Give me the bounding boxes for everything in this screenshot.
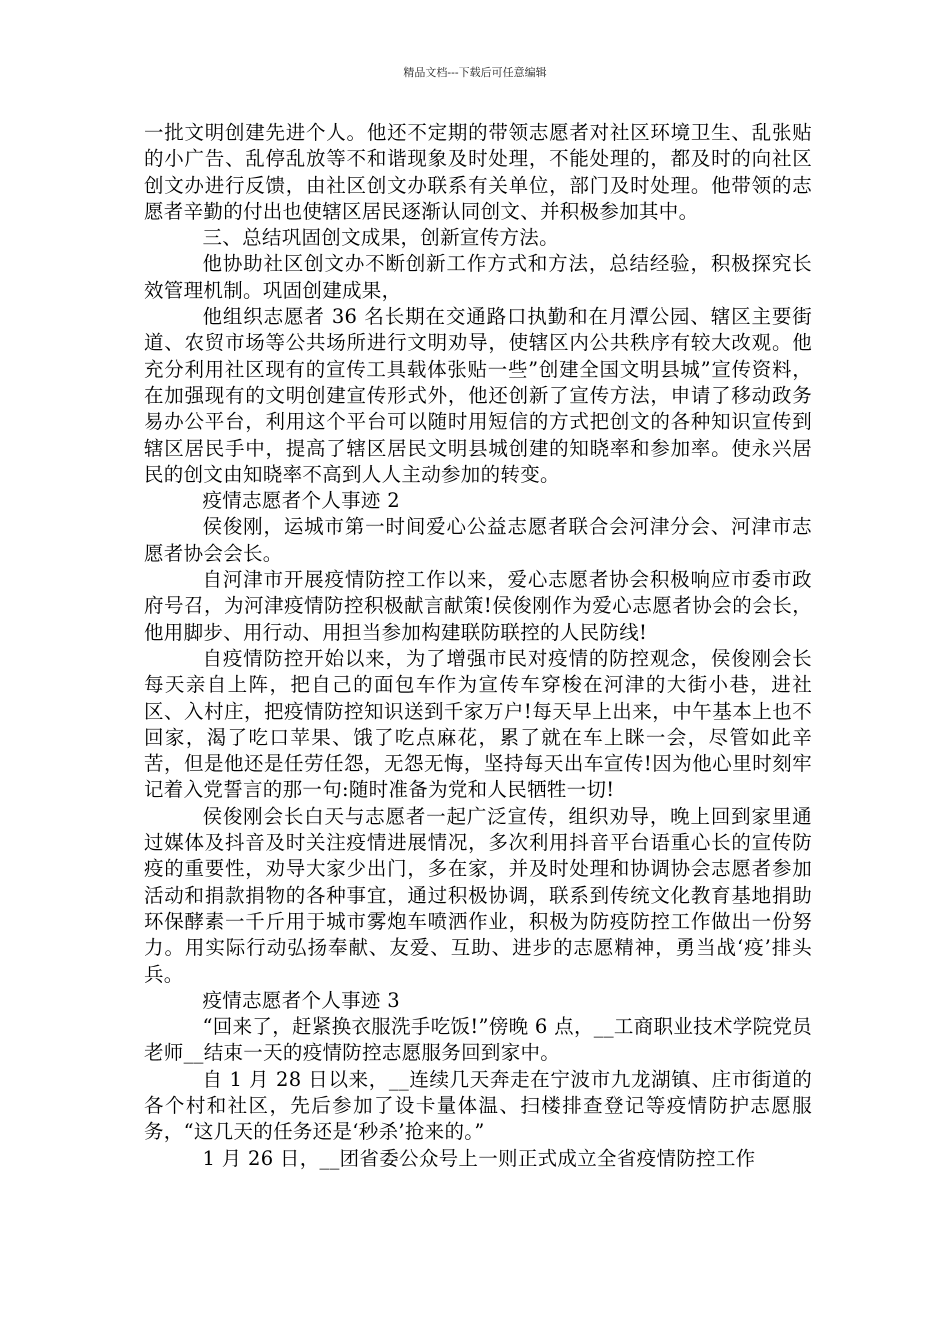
section-heading: 三、总结巩固创文成果，创新宣传方法。	[202, 226, 559, 250]
document-body	[144, 120, 812, 1172]
paragraph: 1 月 26 日，__团省委公众号上一则正式成立全省疫情防控工作	[202, 1146, 756, 1170]
paragraph: 侯俊刚会长白天与志愿者一起广泛宣传，组织劝导，晚上回到家里通过媒体及抖音及时关注疫情进展情况，多次利用抖音平台语重心长的宣传防疫的重要性，劝导大家少出门，多在家，并及时处理和协调协会志愿者参加活动和捐款捐物的各种事宜，通过积极协调，联系到传统文化教育基地捐助环保酵素一千斤用于城市雾炮车喷洒作业，积极为防疫防控工作做出一份努力。用实际行动弘扬奉献、友爱、互助、进步的志愿精神，勇当战‘疫’排头兵。	[144, 804, 812, 986]
paragraph: 自 1 月 28 日以来，__连续几天奔走在宁波市九龙湖镇、庄市街道的各个村和社区，先后参加了设卡量体温、扫楼排查登记等疫情防护志愿服务，“这几天的任务还是‘秒杀’抢来的。”	[144, 1067, 812, 1144]
paragraph: “回来了，赶紧换衣服洗手吃饭!”傍晚 6 点，__工商职业技术学院党员老师__结束一天的疫情防控志愿服务回到家中。	[144, 1015, 812, 1065]
paragraph: 侯俊刚，运城市第一时间爱心公益志愿者联合会河津分会、河津市志愿者协会会长。	[144, 515, 812, 565]
section-title: 疫情志愿者个人事迹 3	[202, 988, 400, 1012]
paragraph: 自河津市开展疫情防控工作以来，爱心志愿者协会积极响应市委市政府号召，为河津疫情防控积极献言献策!侯俊刚作为爱心志愿者协会的会长，他用脚步、用行动、用担当参加构建联防联控的人民防线!	[144, 568, 812, 644]
paragraph: 他协助社区创文办不断创新工作方式和方法，总结经验，积极探究长效管理机制。巩固创建成果，	[144, 252, 812, 302]
section-title: 疫情志愿者个人事迹 2	[202, 489, 400, 513]
paragraph: 自疫情防控开始以来，为了增强市民对疫情的防控观念，侯俊刚会长每天亲自上阵，把自己的面包车作为宣传车穿梭在河津的大街小巷，进社区、入村庄，把疫情防控知识送到千家万户!每天早上出来，中午基本上也不回家，渴了吃口苹果、饿了吃点麻花，累了就在车上眯一会，尽管如此辛苦，但是他还是任劳任怨，无怨无悔，坚持每天出车宣传!因为他心里时刻牢记着入党誓言的那一句:随时准备为党和人民牺牲一切!	[144, 646, 812, 802]
page-header: 精品文档---下载后可任意编辑	[403, 66, 547, 79]
paragraph: 一批文明创建先进个人。他还不定期的带领志愿者对社区环境卫生、乱张贴的小广告、乱停乱放等不和谐现象及时处理，不能处理的，都及时的向社区创文办进行反馈，由社区创文办联系有关单位，部门及时处理。他带领的志愿者辛勤的付出也使辖区居民逐渐认同创文、并积极参加其中。	[144, 121, 812, 223]
paragraph: 他组织志愿者 36 名长期在交通路口执勤和在月潭公园、辖区主要街道、农贸市场等公共场所进行文明劝导，使辖区内公共秩序有较大改观。他充分利用社区现有的宣传工具载体张贴一些”创建全国文明县城”宣传资料，在加强现有的文明创建宣传形式外，他还创新了宣传方法，申请了移动政务易办公平台，利用这个平台可以随时用短信的方式把创文的各种知识宣传到辖区居民手中，提高了辖区居民文明县城创建的知晓率和参加率。使永兴居民的创文由知晓率不高到人人主动参加的转变。	[144, 305, 812, 486]
